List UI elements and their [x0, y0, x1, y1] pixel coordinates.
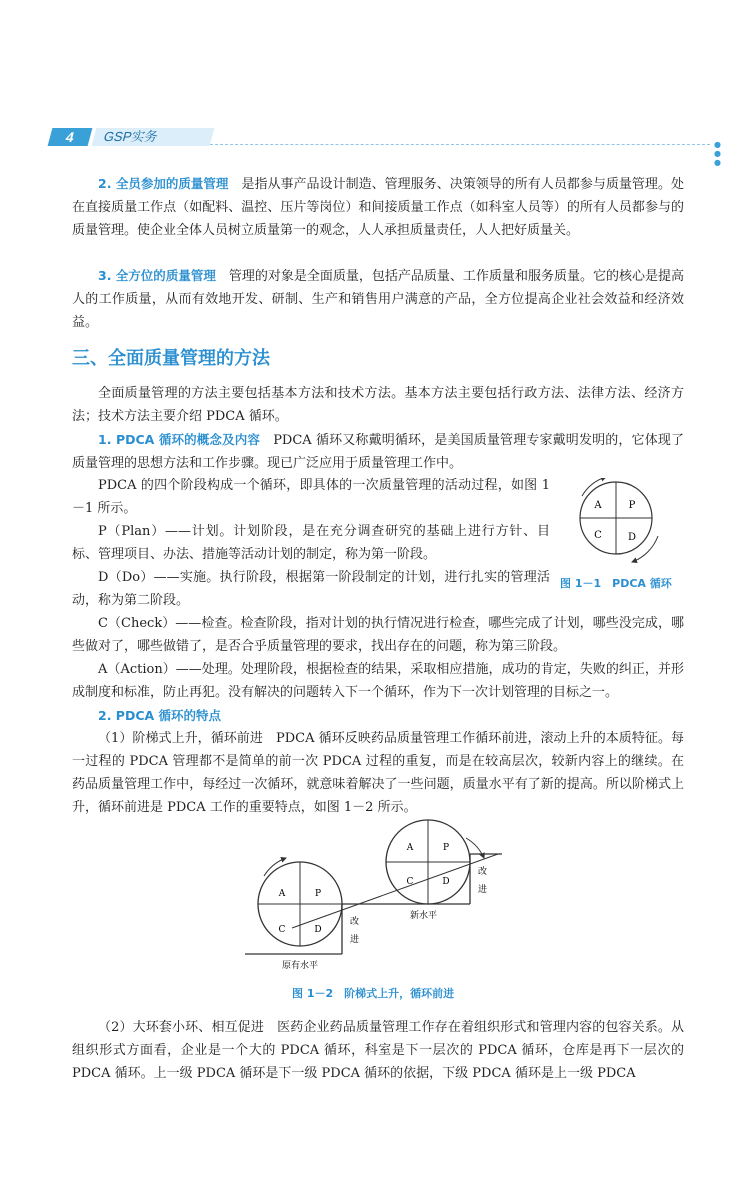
paragraph-do: D（Do）——实施。执行阶段，根据第一阶段制定的计划，进行扎实的管理活动，称为第二阶段。: [72, 570, 550, 608]
paragraph-all-staff: [72, 172, 684, 242]
subheading-all-round: 3. 全方位的质量管理: [98, 268, 216, 283]
page-number: 4: [48, 128, 93, 146]
pdca-label-a: A: [594, 500, 602, 511]
paragraph-lead-text: （1）阶梯式上升，循环前进: [98, 731, 263, 746]
lower-label-a: A: [278, 889, 286, 899]
upper-label-a: A: [406, 843, 414, 853]
pdca-label-p: P: [628, 500, 636, 511]
improve-label-lower-1: 改: [350, 917, 360, 927]
upper-label-c: C: [406, 877, 414, 887]
improve-label-lower-2: 进: [350, 935, 360, 945]
figure-1-caption: 图 1－1 PDCA 循环: [560, 577, 672, 590]
upper-label-d: D: [442, 877, 450, 887]
upper-cycle-arrow: [466, 838, 484, 858]
old-level-label: 原有水平: [282, 961, 319, 971]
lower-cycle-arrow: [264, 858, 286, 876]
paragraph-text: PDCA 循环反映药品质量管理工作循环前进，滚动上升的本质特征。每一过程的 PDCA 管理都不是简单的前一次 PDCA 过程的重复，而是在较高层次，较新内容上的继续。在药品质量管理工作中，每经过一次循环，就意味着解决了一些问题，质量水平有了新的提高。所以阶梯式上升，循环前进是 PDCA 工作的重要特点，如图 1－2 所示。: [72, 731, 684, 815]
lower-label-c: C: [278, 925, 286, 935]
header-divider: [210, 144, 710, 145]
paragraph-stepwise: [72, 727, 684, 819]
figure-pdca-cycle: [568, 478, 668, 570]
lower-label-p: P: [314, 889, 322, 899]
pdca-label-d: D: [627, 532, 637, 543]
paragraph-nested-cycles: （2）大环套小环、相互促进 医药企业药品质量管理工作存在着组织形式和管理内容的包容关系。从组织形式方面看，企业是一个大的 PDCA 循环，科室是下一层次的 PDCA 循环，仓库是再下一层次的 PDCA 循环。上一级 PDCA 循环是下一级 PDCA 循环的依据，下级 PDCA 循环是上一级 PDCA: [72, 1020, 684, 1081]
paragraph-pdca-concept: [72, 428, 684, 475]
paragraph-text: 管理的对象是全面质量，包括产品质量、工作质量和服务质量。它的核心是提高人的工作质量，从而有效地开发、研制、生产和销售用户满意的产品，全方位提高企业社会效益和经济效益。: [72, 269, 684, 330]
upper-label-p: P: [442, 843, 450, 853]
header-dots-ornament: ● ● ●: [714, 140, 723, 167]
pdca-label-c: C: [594, 530, 602, 541]
subheading-pdca-concept: 1. PDCA 循环的概念及内容: [98, 432, 261, 447]
incline-line: [292, 854, 498, 928]
paragraph-check: C（Check）——检查。检查阶段，指对计划的执行情况进行检查，哪些完成了计划，哪些没完成，哪些做对了，哪些做错了，是否合乎质量管理的要求，找出存在的问题，称为第三阶段。: [72, 616, 684, 654]
figure-2-caption: 图 1－2 阶梯式上升，循环前进: [292, 987, 455, 1000]
improve-label-upper-1: 改: [478, 867, 488, 877]
improve-label-upper-2: 进: [478, 885, 488, 895]
section-heading: 三、全面质量管理的方法: [72, 348, 270, 369]
paragraph-all-round: [72, 264, 684, 334]
book-title: GSP实务: [92, 128, 215, 146]
paragraph-text: 是指从事产品设计制造、管理服务、决策领导的所有人员都参与质量管理。处在直接质量工作点（如配料、温控、压片等岗位）和间接质量工作点（如科室人员等）的所有人员都参与的质量管理。使企业全体人员树立质量第一的观念，人人承担质量责任，人人把好质量关。: [72, 177, 684, 238]
paragraph-plan: P（Plan）——计划。计划阶段，是在充分调查研究的基础上进行方针、目标、管理项目、办法、措施等活动计划的制定，称为第一阶段。: [72, 524, 550, 562]
page-header: [50, 128, 723, 167]
subheading-all-staff: 2. 全员参加的质量管理: [98, 176, 229, 191]
paragraph-pdca-features: [72, 704, 684, 728]
subheading-pdca-features: 2. PDCA 循环的特点: [98, 708, 222, 723]
paragraph-text: PDCA 循环又称戴明循环，是美国质量管理专家戴明发明的，它体现了质量管理的思想方法和工作步骤。现已广泛应用于质量管理工作中。: [72, 433, 684, 471]
new-level-label: 新水平: [410, 911, 438, 921]
cycle-arrow-top: [582, 478, 606, 496]
paragraph-methods: 全面质量管理的方法主要包括基本方法和技术方法。基本方法主要包括行政方法、法律方法、经济方法；技术方法主要介绍 PDCA 循环。: [72, 386, 684, 424]
paragraph-action: A（Action）——处理。处理阶段，根据检查的结果，采取相应措施，成功的肯定，失败的纠正，并形成制度和标准，防止再犯。没有解决的问题转入下一个循环，作为下一次计划管理的目标之一。: [72, 662, 684, 700]
lower-label-d: D: [314, 925, 322, 935]
figure-stepwise-pdca: [240, 818, 520, 976]
paragraph-four-stages: PDCA 的四个阶段构成一个循环，即具体的一次质量管理的活动过程，如图 1－1 所示。: [72, 478, 550, 516]
